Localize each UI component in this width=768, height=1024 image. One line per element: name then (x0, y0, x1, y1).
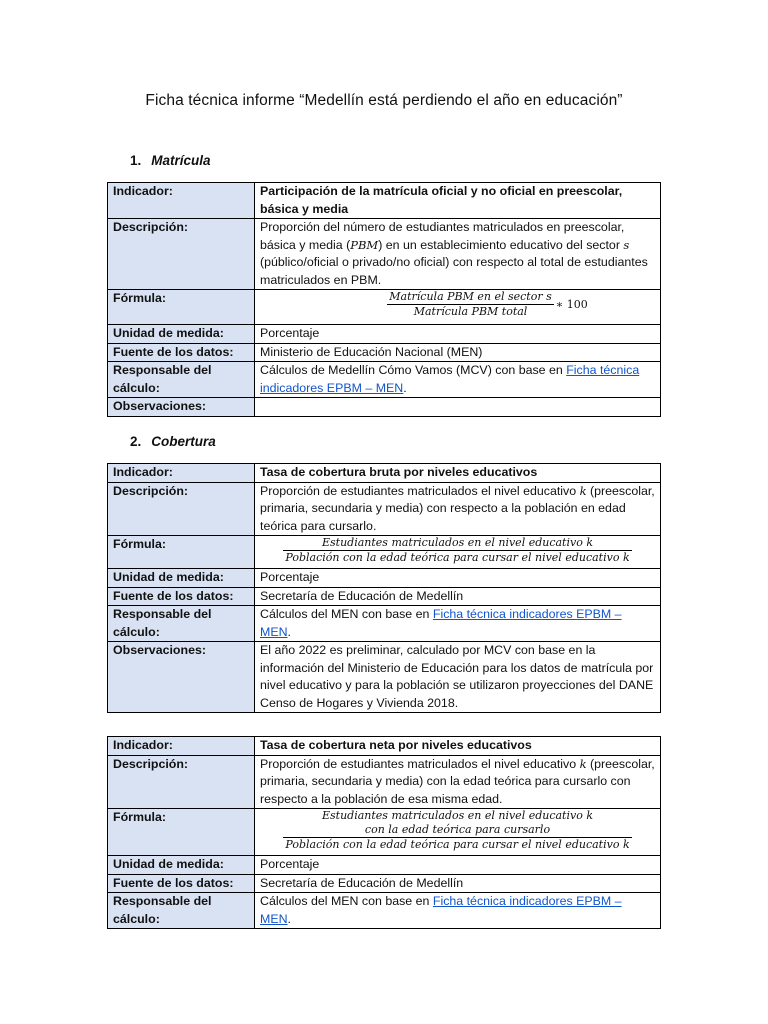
ficha-tecnica-link[interactable]: Ficha técnica indicadores EPBM – MEN (260, 894, 622, 926)
label-formula: Fórmula: (108, 536, 255, 569)
label-responsable: Responsable del cálculo: (108, 606, 255, 642)
formula-denominator: Población con la edad teórica para cursar el nivel educativo k (285, 551, 630, 564)
value-indicador: Tasa de cobertura bruta por niveles educativos (255, 464, 661, 483)
value-formula (255, 290, 661, 325)
descripcion-text: (público/oficial o privado/no oficial) con respecto al total de estudiantes matriculados en PBM. (260, 255, 648, 287)
label-fuente: Fuente de los datos: (108, 587, 255, 606)
formula-numerator (283, 809, 631, 838)
table-row (108, 536, 661, 569)
table-row (108, 569, 661, 588)
table-row (108, 343, 661, 362)
responsable-text: . (287, 624, 291, 639)
table-row (108, 809, 661, 856)
descripcion-text: ) en un establecimiento educativo del sector (378, 237, 624, 252)
table-row (108, 398, 661, 417)
value-observaciones: El año 2022 es preliminar, calculado por MCV con base en la información del Ministerio de Educación para los datos de matrícula por nivel educativo y para la población se utilizaron proyecciones del DANE Censo de Hogares y Vivienda 2018. (255, 642, 661, 713)
table-row (108, 642, 661, 713)
table-row (108, 464, 661, 483)
section-number: 2. (130, 434, 142, 449)
ficha-tecnica-link[interactable]: Ficha técnica indicadores EPBM – MEN (260, 363, 640, 395)
table-row (108, 587, 661, 606)
formula-numerator: Matrícula PBM en el sector s (389, 290, 552, 303)
table-matricula (107, 182, 661, 417)
formula-fraction (387, 290, 553, 319)
label-descripcion: Descripción: (108, 755, 255, 809)
responsable-text: Cálculos de Medellín Cómo Vamos (MCV) con base en (260, 363, 567, 377)
descripcion-text: Proporción de estudiantes matriculados el nivel educativo (260, 756, 580, 771)
descripcion-text: Proporción de estudiantes matriculados el nivel educativo (260, 483, 580, 498)
value-indicador: Participación de la matrícula oficial y no oficial en preescolar, básica y media (255, 183, 661, 219)
formula-fraction (283, 809, 631, 852)
value-descripcion (255, 482, 661, 536)
label-formula: Fórmula: (108, 290, 255, 325)
label-observaciones: Observaciones: (108, 398, 255, 417)
section-title: Matrícula (151, 153, 211, 168)
table-row (108, 755, 661, 809)
document-title: Ficha técnica informe “Medellín está perdiendo el año en educación” (145, 92, 623, 109)
label-indicador: Indicador: (108, 737, 255, 756)
value-formula (255, 809, 661, 856)
label-descripcion: Descripción: (108, 482, 255, 536)
value-fuente: Secretaría de Educación de Medellín (255, 874, 661, 893)
table-row (108, 290, 661, 325)
label-formula: Fórmula: (108, 809, 255, 856)
formula-numerator-line: Estudiantes matriculados en el nivel educativo k (321, 809, 593, 822)
math-variable: k (579, 483, 587, 498)
math-variable: PBM (350, 237, 379, 252)
label-responsable: Responsable del cálculo: (108, 893, 255, 929)
descripcion-text: (preescolar, primaria, secundaria y media) con la edad teórica para cursarlo con respecto a la población de esa misma edad. (260, 756, 655, 806)
responsable-text: Cálculos del MEN con base en (260, 894, 433, 908)
descripcion-text: Proporción del número de estudiantes matriculados en preescolar, básica y media ( (260, 220, 625, 252)
value-indicador: Tasa de cobertura neta por niveles educativos (255, 737, 661, 756)
value-fuente: Ministerio de Educación Nacional (MEN) (255, 343, 661, 362)
responsable-text: . (287, 911, 291, 926)
label-unidad: Unidad de medida: (108, 569, 255, 588)
formula-denominator: Población con la edad teórica para cursar el nivel educativo k (285, 838, 630, 851)
label-observaciones: Observaciones: (108, 642, 255, 713)
value-responsable (255, 362, 661, 398)
value-unidad: Porcentaje (255, 325, 661, 344)
section-heading-cobertura (130, 434, 216, 449)
section-number: 1. (130, 153, 142, 168)
responsable-text: Cálculos del MEN con base en (260, 607, 433, 621)
math-variable: k (579, 756, 587, 771)
value-observaciones (255, 398, 661, 417)
math-variable: s (623, 237, 630, 252)
table-row (108, 856, 661, 875)
table-row (108, 482, 661, 536)
responsable-text: . (403, 380, 407, 395)
formula-numerator-line: con la edad teórica para cursarlo (364, 823, 551, 836)
table-row (108, 325, 661, 344)
table-row (108, 606, 661, 642)
table-row (108, 874, 661, 893)
value-unidad: Porcentaje (255, 569, 661, 588)
formula-fraction (283, 536, 631, 565)
formula-numerator: Estudiantes matriculados en el nivel educativo k (283, 536, 631, 551)
value-descripcion (255, 219, 661, 290)
value-formula (255, 536, 661, 569)
label-descripcion: Descripción: (108, 219, 255, 290)
section-title: Cobertura (151, 434, 216, 449)
descripcion-text: (preescolar, primaria, secundaria y media) con respecto a la población en edad teórica para cursarlo. (260, 483, 655, 533)
table-row (108, 183, 661, 219)
label-indicador: Indicador: (108, 464, 255, 483)
table-cobertura-neta (107, 736, 661, 929)
label-unidad: Unidad de medida: (108, 856, 255, 875)
value-responsable (255, 893, 661, 929)
label-unidad: Unidad de medida: (108, 325, 255, 344)
table-row (108, 737, 661, 756)
ficha-tecnica-link[interactable]: Ficha técnica indicadores EPBM – MEN (260, 607, 622, 639)
section-heading-matricula (130, 153, 211, 168)
value-descripcion (255, 755, 661, 809)
value-fuente: Secretaría de Educación de Medellín (255, 587, 661, 606)
label-fuente: Fuente de los datos: (108, 874, 255, 893)
table-row (108, 362, 661, 398)
value-unidad: Porcentaje (255, 856, 661, 875)
formula-multiplier: ∗ 100 (555, 297, 588, 311)
label-fuente: Fuente de los datos: (108, 343, 255, 362)
table-row (108, 219, 661, 290)
label-responsable: Responsable del cálculo: (108, 362, 255, 398)
formula-denominator: Matrícula PBM total (413, 305, 528, 318)
label-indicador: Indicador: (108, 183, 255, 219)
value-responsable (255, 606, 661, 642)
table-cobertura-bruta (107, 463, 661, 713)
table-row (108, 893, 661, 929)
